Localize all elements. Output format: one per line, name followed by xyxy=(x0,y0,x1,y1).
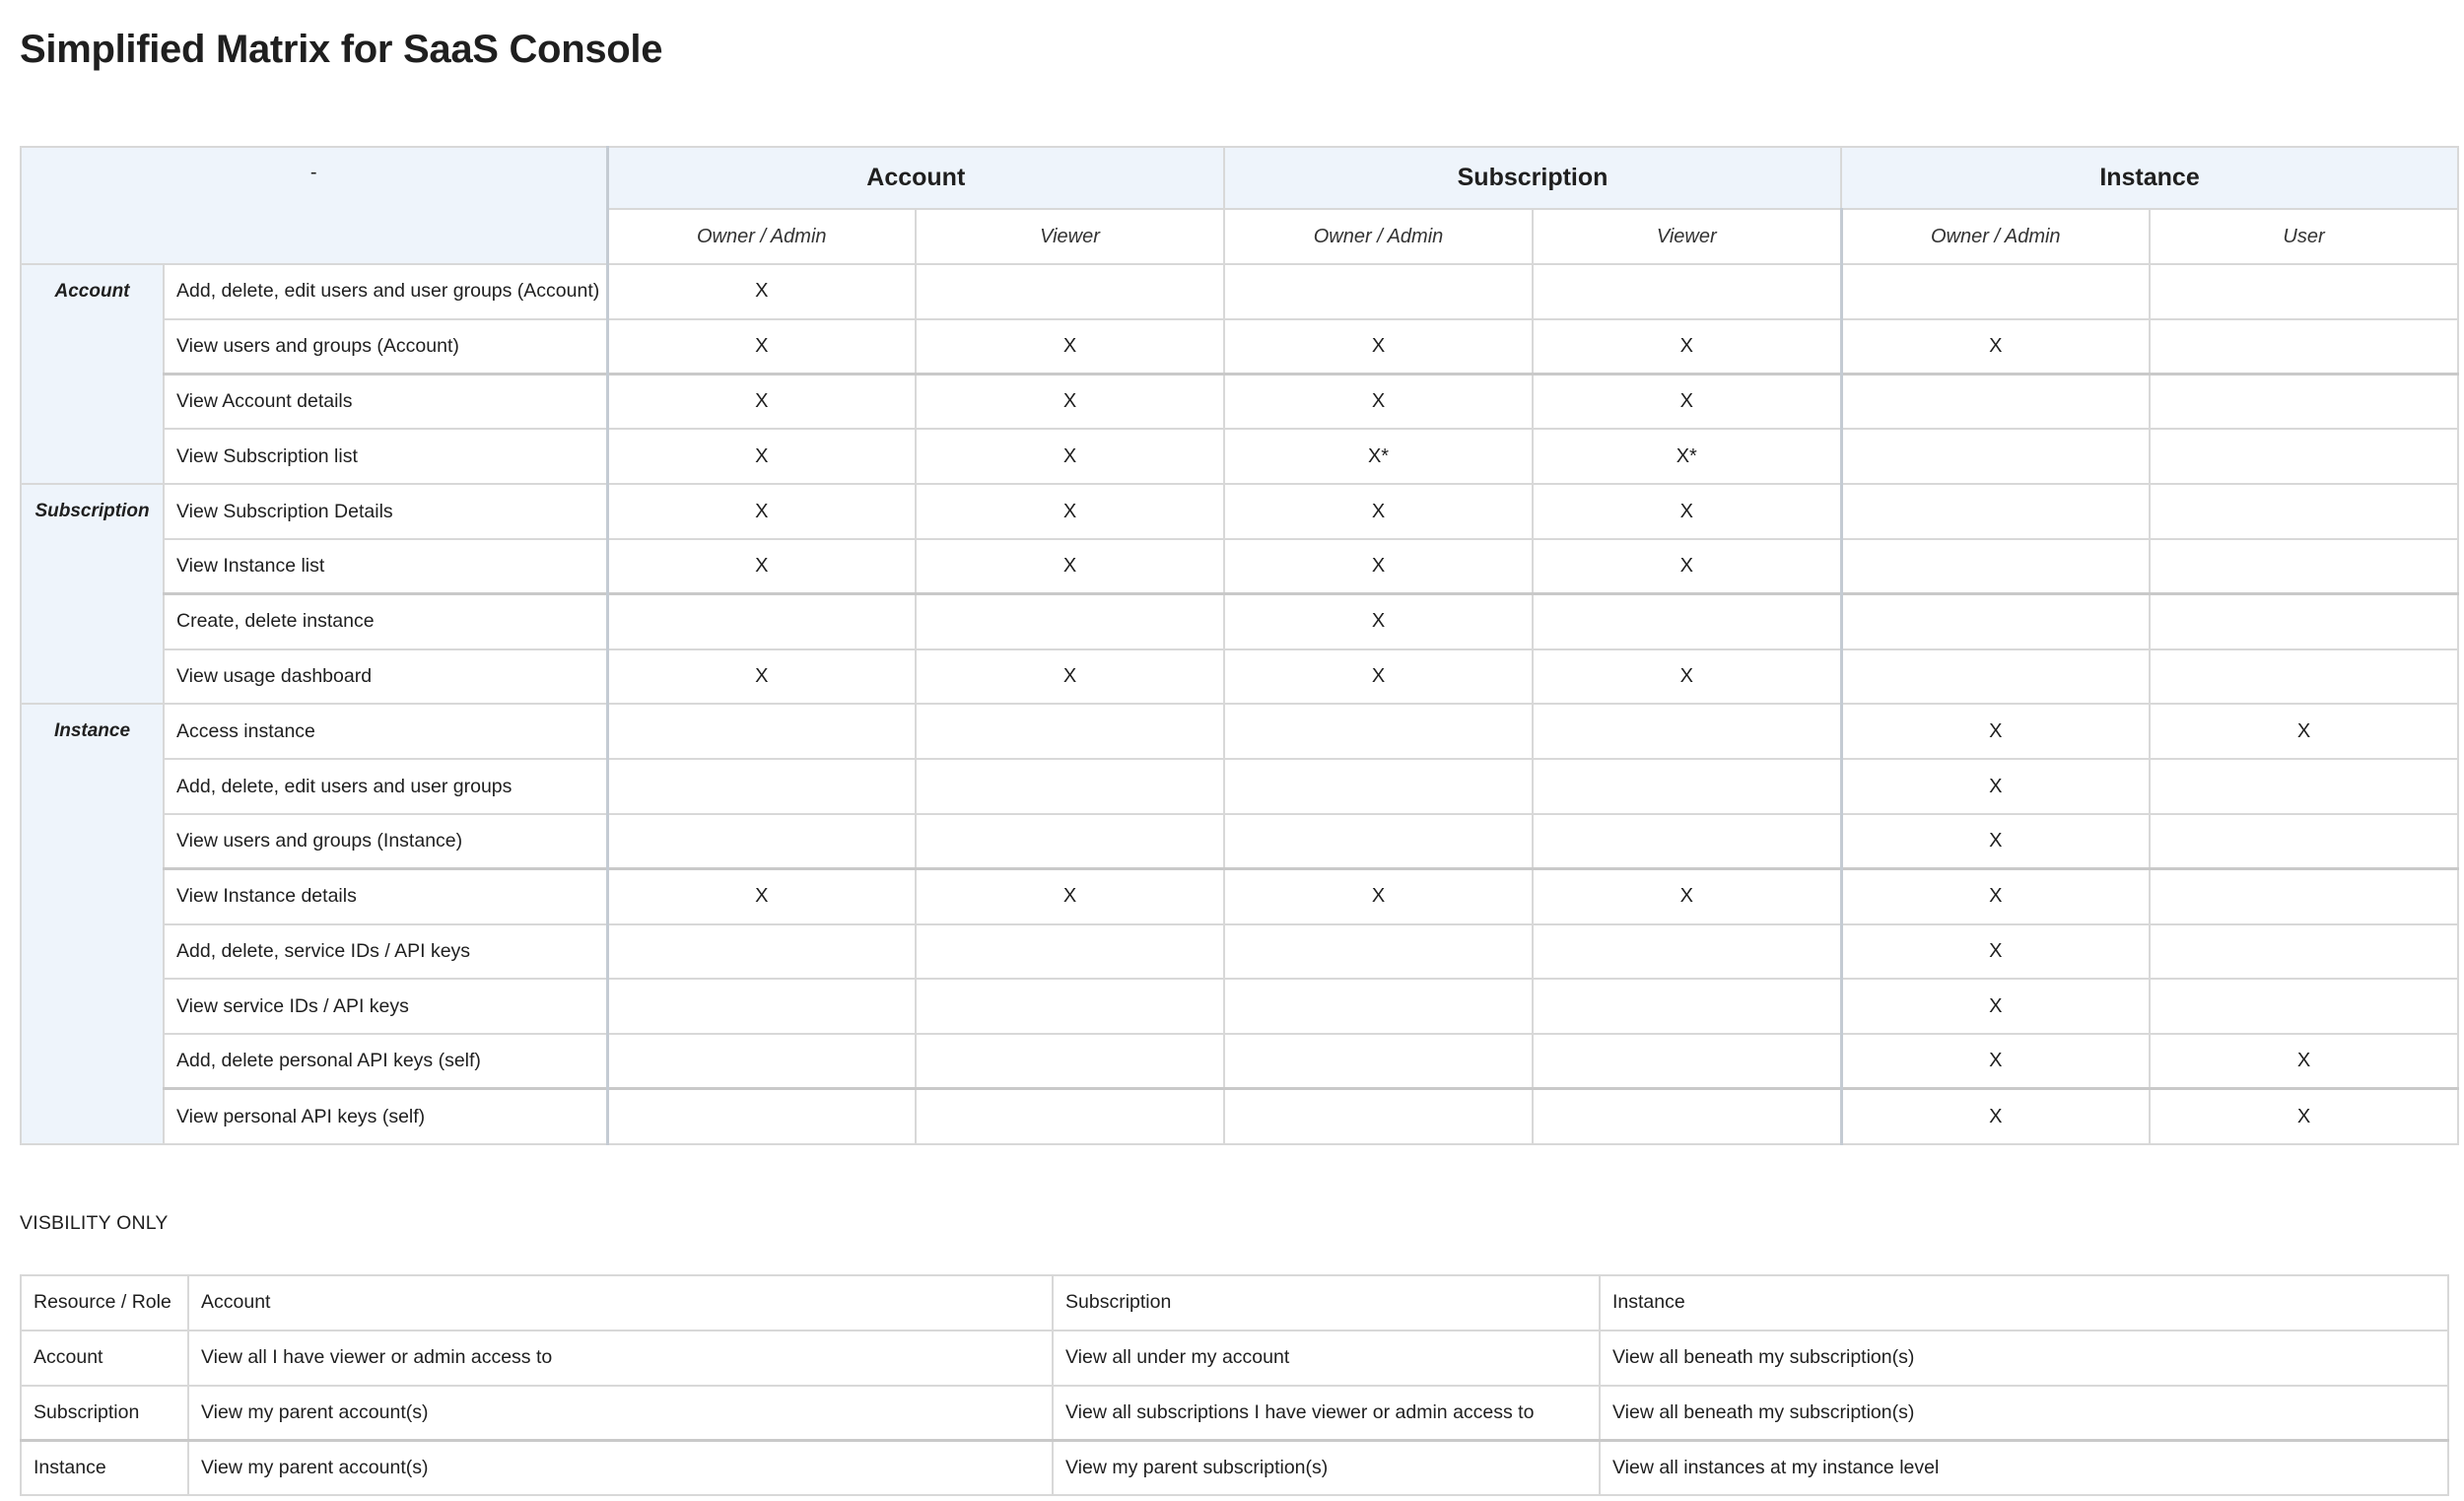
matrix-row xyxy=(21,594,2458,649)
visibility-cell: View all subscriptions I have viewer or admin access to xyxy=(1053,1386,1600,1441)
permission-cell xyxy=(607,814,916,869)
permission-cell: X xyxy=(1533,484,1841,539)
permission-cell xyxy=(916,759,1224,814)
visibility-row xyxy=(21,1330,2448,1386)
permission-cell xyxy=(1841,375,2150,430)
permission-cell: X xyxy=(607,539,916,594)
permission-cell xyxy=(607,759,916,814)
permission-cell xyxy=(2150,539,2458,594)
role-header: Owner / Admin xyxy=(1224,209,1533,264)
category-label: Account xyxy=(21,264,164,484)
permission-cell: X xyxy=(1841,869,2150,924)
permission-cell xyxy=(1224,1089,1533,1144)
permission-cell: X xyxy=(1533,539,1841,594)
visibility-table xyxy=(20,1274,2449,1496)
permission-cell xyxy=(916,1089,1224,1144)
permission-label: Add, delete, edit users and user groups xyxy=(164,759,607,814)
permission-cell xyxy=(1841,539,2150,594)
permission-cell xyxy=(916,264,1224,319)
permission-cell xyxy=(2150,594,2458,649)
page-title: Simplified Matrix for SaaS Console xyxy=(20,28,663,71)
permission-cell xyxy=(1841,649,2150,705)
permission-cell: X xyxy=(607,869,916,924)
visibility-cell: View my parent account(s) xyxy=(188,1440,1053,1495)
permission-cell: X xyxy=(607,429,916,484)
permission-label: Add, delete personal API keys (self) xyxy=(164,1034,607,1089)
permission-cell: X xyxy=(2150,704,2458,759)
permission-cell: X xyxy=(1533,869,1841,924)
visibility-header-cell: Account xyxy=(188,1275,1053,1330)
permission-cell: X xyxy=(1224,319,1533,375)
visibility-cell: Subscription xyxy=(21,1386,188,1441)
matrix-row xyxy=(21,1034,2458,1089)
group-header-subscription: Subscription xyxy=(1224,147,1841,209)
matrix-row xyxy=(21,319,2458,375)
permission-cell xyxy=(2150,814,2458,869)
permission-cell: X xyxy=(916,319,1224,375)
permission-cell: X xyxy=(1533,649,1841,705)
matrix-row xyxy=(21,375,2458,430)
permission-cell: X xyxy=(1841,319,2150,375)
permission-cell: X xyxy=(1841,1034,2150,1089)
permission-cell xyxy=(1533,924,1841,980)
role-header: Owner / Admin xyxy=(1841,209,2150,264)
permission-cell xyxy=(2150,484,2458,539)
permission-cell: X xyxy=(916,869,1224,924)
permission-cell: X xyxy=(916,375,1224,430)
permission-cell: X xyxy=(1224,594,1533,649)
permission-cell: X xyxy=(1841,1089,2150,1144)
visibility-cell: Instance xyxy=(21,1440,188,1495)
permission-cell xyxy=(2150,924,2458,980)
permission-cell xyxy=(2150,869,2458,924)
permission-cell: X xyxy=(1224,869,1533,924)
visibility-header-cell: Subscription xyxy=(1053,1275,1600,1330)
permission-cell: X xyxy=(1224,375,1533,430)
permission-cell xyxy=(1533,979,1841,1034)
permission-label: View personal API keys (self) xyxy=(164,1089,607,1144)
permission-cell xyxy=(1841,594,2150,649)
permission-cell: X xyxy=(916,539,1224,594)
permission-cell xyxy=(1533,759,1841,814)
permission-cell xyxy=(2150,375,2458,430)
permission-cell xyxy=(916,1034,1224,1089)
matrix-corner: - xyxy=(21,147,607,264)
permission-cell xyxy=(1533,264,1841,319)
matrix-row xyxy=(21,979,2458,1034)
matrix-body xyxy=(21,264,2458,1144)
permission-cell xyxy=(916,924,1224,980)
visibility-cell: View my parent subscription(s) xyxy=(1053,1440,1600,1495)
visibility-header-cell: Instance xyxy=(1600,1275,2448,1330)
permission-cell: X xyxy=(607,264,916,319)
permission-cell xyxy=(1533,594,1841,649)
permission-label: View Instance details xyxy=(164,869,607,924)
permission-label: View usage dashboard xyxy=(164,649,607,705)
permission-label: View Account details xyxy=(164,375,607,430)
matrix-row xyxy=(21,1089,2458,1144)
permission-cell xyxy=(2150,979,2458,1034)
permission-cell xyxy=(1841,264,2150,319)
permission-label: View Instance list xyxy=(164,539,607,594)
permission-cell: X xyxy=(1224,649,1533,705)
visibility-body xyxy=(21,1330,2448,1495)
matrix-row xyxy=(21,924,2458,980)
permission-cell xyxy=(1224,704,1533,759)
group-header-instance: Instance xyxy=(1841,147,2458,209)
permission-label: View users and groups (Account) xyxy=(164,319,607,375)
permission-cell: X xyxy=(607,375,916,430)
permission-label: View service IDs / API keys xyxy=(164,979,607,1034)
permission-cell: X xyxy=(916,429,1224,484)
matrix-row xyxy=(21,814,2458,869)
category-label: Subscription xyxy=(21,484,164,704)
visibility-cell: View all under my account xyxy=(1053,1330,1600,1386)
permission-cell xyxy=(1224,1034,1533,1089)
permission-cell xyxy=(607,594,916,649)
matrix-row xyxy=(21,539,2458,594)
visibility-cell: View all beneath my subscription(s) xyxy=(1600,1330,2448,1386)
permission-cell: X xyxy=(2150,1089,2458,1144)
permission-cell: X xyxy=(1224,484,1533,539)
permission-cell: X xyxy=(1841,814,2150,869)
visibility-cell: View all I have viewer or admin access to xyxy=(188,1330,1053,1386)
permission-cell xyxy=(2150,429,2458,484)
visibility-row xyxy=(21,1440,2448,1495)
visibility-cell: View all beneath my subscription(s) xyxy=(1600,1386,2448,1441)
visibility-header-row xyxy=(21,1275,2448,1330)
role-header: Owner / Admin xyxy=(607,209,916,264)
permission-cell xyxy=(1224,924,1533,980)
role-header: Viewer xyxy=(1533,209,1841,264)
permission-cell xyxy=(916,704,1224,759)
matrix-row xyxy=(21,704,2458,759)
permission-label: Create, delete instance xyxy=(164,594,607,649)
permission-cell xyxy=(916,979,1224,1034)
permission-cell: X xyxy=(1841,979,2150,1034)
matrix-row xyxy=(21,869,2458,924)
permission-cell: X* xyxy=(1533,429,1841,484)
permission-cell: X xyxy=(916,484,1224,539)
permission-cell xyxy=(607,1034,916,1089)
permission-cell xyxy=(1533,1034,1841,1089)
visibility-section-label: VISBILITY ONLY xyxy=(20,1212,169,1234)
visibility-cell: Account xyxy=(21,1330,188,1386)
permission-cell xyxy=(2150,759,2458,814)
permission-cell xyxy=(607,924,916,980)
permission-cell xyxy=(2150,649,2458,705)
permission-cell xyxy=(1224,979,1533,1034)
permission-cell xyxy=(1841,429,2150,484)
visibility-cell: View my parent account(s) xyxy=(188,1386,1053,1441)
permission-cell: X* xyxy=(1224,429,1533,484)
permission-cell xyxy=(1533,704,1841,759)
permission-cell xyxy=(1224,264,1533,319)
permission-label: View Subscription list xyxy=(164,429,607,484)
group-header-account: Account xyxy=(607,147,1224,209)
permission-cell xyxy=(1533,814,1841,869)
matrix-row xyxy=(21,264,2458,319)
permission-cell xyxy=(607,704,916,759)
permission-cell: X xyxy=(1841,924,2150,980)
matrix-row xyxy=(21,759,2458,814)
permission-cell: X xyxy=(1841,759,2150,814)
permission-cell xyxy=(1841,484,2150,539)
permission-cell xyxy=(1224,814,1533,869)
permission-cell xyxy=(2150,264,2458,319)
permission-cell: X xyxy=(1224,539,1533,594)
visibility-row xyxy=(21,1386,2448,1441)
permission-label: View users and groups (Instance) xyxy=(164,814,607,869)
permission-cell: X xyxy=(607,649,916,705)
category-label: Instance xyxy=(21,704,164,1143)
matrix-row xyxy=(21,484,2458,539)
permission-cell xyxy=(2150,319,2458,375)
role-header: User xyxy=(2150,209,2458,264)
permission-matrix xyxy=(20,146,2459,1145)
permission-cell xyxy=(1533,1089,1841,1144)
permission-cell: X xyxy=(607,484,916,539)
matrix-row xyxy=(21,429,2458,484)
permission-cell: X xyxy=(916,649,1224,705)
permission-cell xyxy=(1224,759,1533,814)
permission-label: Add, delete, service IDs / API keys xyxy=(164,924,607,980)
permission-cell: X xyxy=(2150,1034,2458,1089)
permission-cell: X xyxy=(1533,319,1841,375)
permission-cell: X xyxy=(607,319,916,375)
permission-cell xyxy=(916,594,1224,649)
permission-cell xyxy=(607,979,916,1034)
permission-cell xyxy=(607,1089,916,1144)
matrix-row xyxy=(21,649,2458,705)
permission-label: View Subscription Details xyxy=(164,484,607,539)
visibility-header-cell: Resource / Role xyxy=(21,1275,188,1330)
permission-cell xyxy=(916,814,1224,869)
visibility-cell: View all instances at my instance level xyxy=(1600,1440,2448,1495)
permission-cell: X xyxy=(1533,375,1841,430)
permission-label: Add, delete, edit users and user groups (Account) xyxy=(164,264,607,319)
role-header: Viewer xyxy=(916,209,1224,264)
permission-cell: X xyxy=(1841,704,2150,759)
permission-label: Access instance xyxy=(164,704,607,759)
